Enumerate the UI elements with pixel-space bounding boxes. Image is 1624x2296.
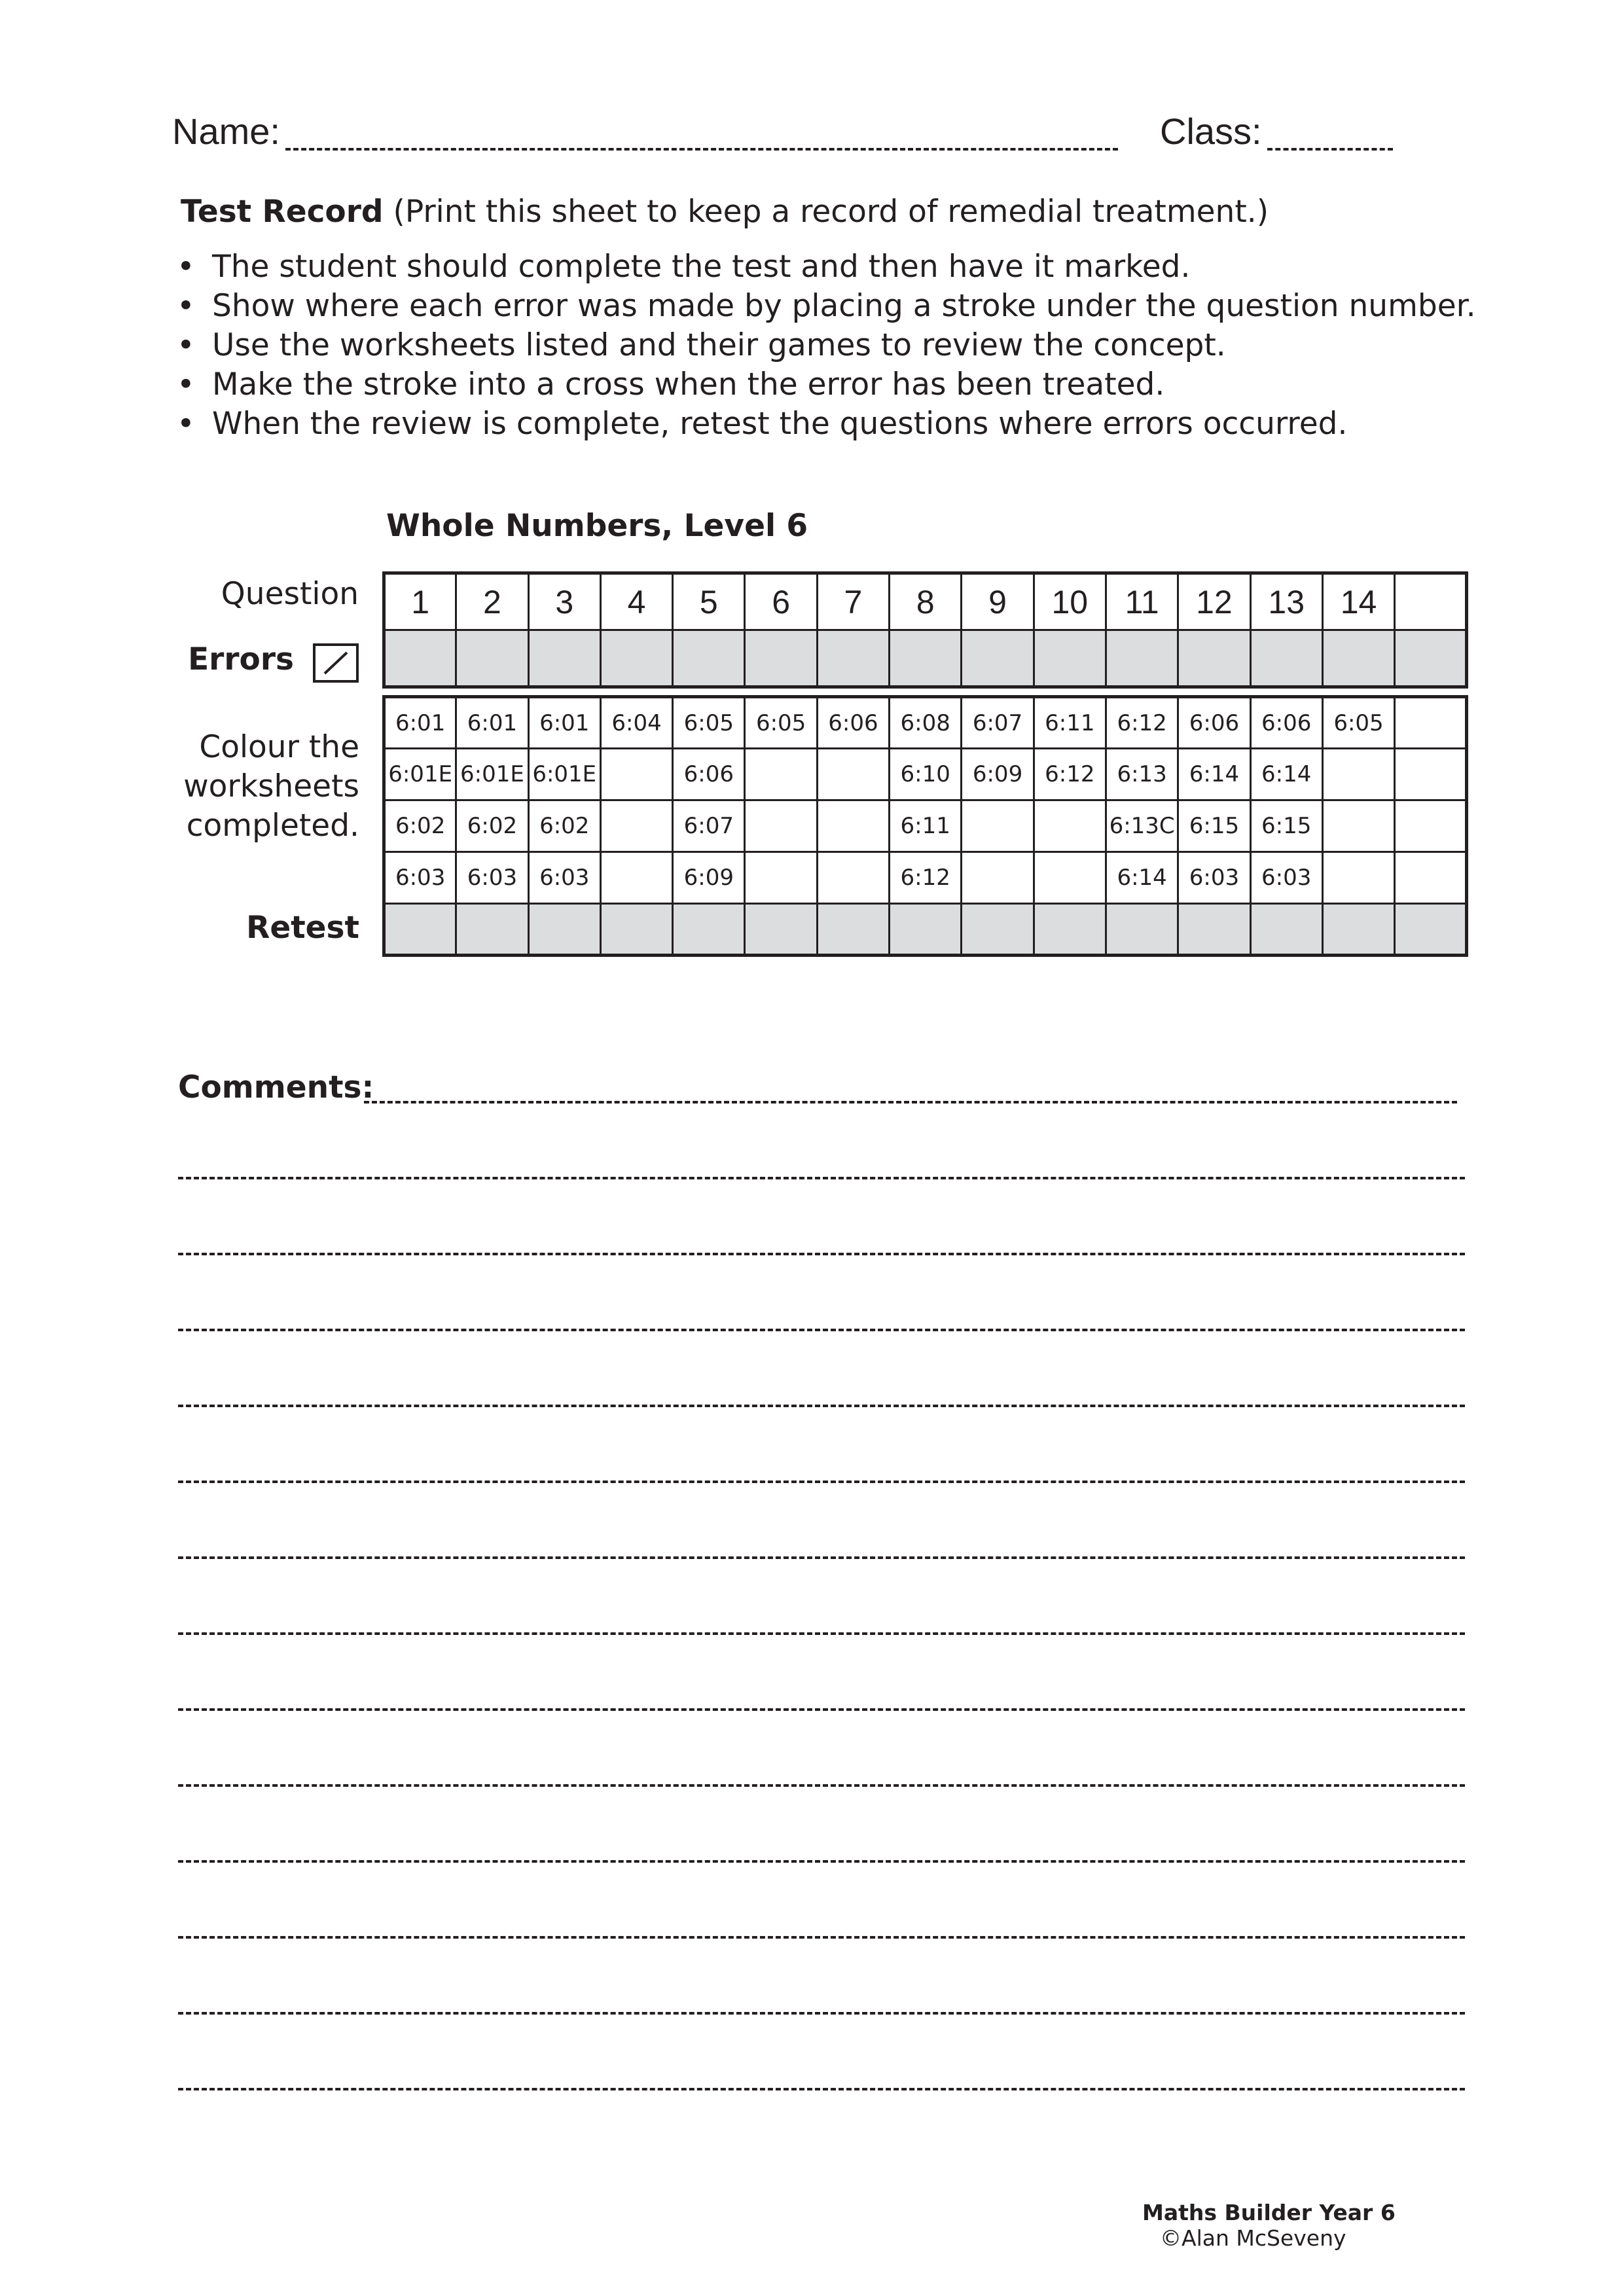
instruction-item: • The student should complete the test and then have it marked. [171, 247, 1476, 287]
worksheet-cell[interactable]: 6:02 [528, 800, 600, 852]
error-mark-cell[interactable] [384, 630, 456, 687]
worksheet-cell[interactable]: 6:02 [384, 800, 456, 852]
error-mark-cell[interactable] [528, 630, 600, 687]
worksheets-table [382, 695, 1468, 957]
worksheet-cell[interactable]: 6:01E [528, 749, 600, 800]
errors-row-label: Errors [188, 641, 294, 677]
class-field[interactable] [1267, 148, 1393, 151]
error-mark-cell[interactable] [1178, 630, 1250, 687]
question-number-cell: 7 [817, 573, 889, 630]
worksheet-cell[interactable] [1395, 800, 1467, 852]
worksheet-cell[interactable]: 6:09 [673, 852, 745, 904]
error-mark-cell[interactable] [962, 630, 1034, 687]
worksheet-cell[interactable]: 6:03 [528, 852, 600, 904]
worksheet-cell[interactable]: 6:09 [962, 749, 1034, 800]
retest-cell[interactable] [1178, 904, 1250, 956]
worksheet-cell[interactable]: 6:05 [673, 697, 745, 749]
question-number-cell: 6 [745, 573, 817, 630]
retest-cell[interactable] [1322, 904, 1394, 956]
comment-line[interactable] [178, 1329, 1465, 1331]
worksheet-cell[interactable]: 6:08 [890, 697, 962, 749]
worksheet-cell[interactable]: 6:12 [1106, 697, 1178, 749]
comments-label: Comments: [178, 1069, 374, 1105]
test-record-note: (Print this sheet to keep a record of remedial treatment.) [393, 194, 1269, 230]
worksheet-cell[interactable]: 6:06 [817, 697, 889, 749]
footer-title: Maths Builder Year 6 [1142, 2200, 1396, 2225]
question-number-cell: 9 [962, 573, 1034, 630]
worksheet-cell[interactable]: 6:13 [1106, 749, 1178, 800]
worksheet-cell[interactable]: 6:12 [890, 852, 962, 904]
comment-line[interactable] [178, 1405, 1465, 1407]
error-mark-cell[interactable] [1395, 630, 1467, 687]
retest-row-label: Retest [246, 910, 359, 946]
retest-cell[interactable] [817, 904, 889, 956]
worksheet-cell[interactable]: 6:05 [745, 697, 817, 749]
class-label: Class: [1160, 111, 1262, 152]
worksheet-cell[interactable] [745, 852, 817, 904]
worksheet-cell[interactable]: 6:06 [1178, 697, 1250, 749]
worksheet-cell[interactable] [1034, 852, 1106, 904]
comment-line[interactable] [178, 1708, 1465, 1711]
name-field[interactable] [285, 148, 1118, 151]
question-number-cell: 14 [1322, 573, 1394, 630]
question-number-cell: 3 [528, 573, 600, 630]
worksheet-cell[interactable]: 6:05 [1322, 697, 1394, 749]
comment-line[interactable] [178, 1556, 1465, 1559]
retest-cell[interactable] [456, 904, 528, 956]
worksheet-cell[interactable] [600, 852, 672, 904]
retest-cell[interactable] [1250, 904, 1322, 956]
worksheet-cell[interactable]: 6:10 [890, 749, 962, 800]
question-number-cell [1395, 573, 1467, 630]
worksheet-cell[interactable] [1322, 749, 1394, 800]
retest-cell[interactable] [673, 904, 745, 956]
worksheet-cell[interactable]: 6:02 [456, 800, 528, 852]
comment-line[interactable] [178, 1480, 1465, 1483]
comment-line[interactable] [178, 1177, 1465, 1179]
worksheet-cell[interactable]: 6:07 [962, 697, 1034, 749]
question-number-cell: 11 [1106, 573, 1178, 630]
retest-cell[interactable] [962, 904, 1034, 956]
error-mark-cell[interactable] [890, 630, 962, 687]
instruction-item: • When the review is complete, retest the questions where errors occurred. [171, 404, 1476, 444]
table-title: Whole Numbers, Level 6 [386, 508, 808, 544]
question-number-cell: 12 [1178, 573, 1250, 630]
worksheet-cell[interactable]: 6:12 [1034, 749, 1106, 800]
worksheets-row-label: Colour the worksheets completed. [183, 729, 359, 844]
footer-copyright: ©Alan McSeveny [1160, 2225, 1346, 2251]
worksheet-cell[interactable]: 6:01E [384, 749, 456, 800]
error-mark-cell[interactable] [1034, 630, 1106, 687]
worksheet-cell[interactable] [600, 749, 672, 800]
worksheet-cell[interactable]: 6:03 [456, 852, 528, 904]
retest-cell[interactable] [1106, 904, 1178, 956]
worksheet-row [384, 800, 1467, 852]
error-mark-cell[interactable] [1250, 630, 1322, 687]
worksheet-cell[interactable] [600, 800, 672, 852]
retest-cell[interactable] [528, 904, 600, 956]
instruction-item: • Use the worksheets listed and their games to review the concept. [171, 326, 1476, 365]
worksheet-cell[interactable]: 6:01 [528, 697, 600, 749]
errors-row [384, 630, 1467, 687]
error-mark-cell[interactable] [673, 630, 745, 687]
worksheet-cell[interactable] [1322, 800, 1394, 852]
worksheet-cell[interactable]: 6:06 [673, 749, 745, 800]
worksheet-cell[interactable]: 6:01E [456, 749, 528, 800]
question-number-cell: 13 [1250, 573, 1322, 630]
worksheet-cell[interactable] [817, 749, 889, 800]
worksheet-cell[interactable] [1322, 852, 1394, 904]
worksheet-cell[interactable]: 6:03 [384, 852, 456, 904]
retest-cell[interactable] [1395, 904, 1467, 956]
worksheet-row [384, 749, 1467, 800]
comment-line[interactable] [178, 1860, 1465, 1863]
worksheet-cell[interactable]: 6:13C [1106, 800, 1178, 852]
error-mark-cell[interactable] [745, 630, 817, 687]
test-record-title: Test Record [181, 194, 384, 230]
worksheet-cell[interactable]: 6:14 [1250, 749, 1322, 800]
question-number-cell: 8 [890, 573, 962, 630]
error-mark-cell[interactable] [1322, 630, 1394, 687]
error-mark-cell[interactable] [1106, 630, 1178, 687]
instruction-item: • Show where each error was made by placing a stroke under the question number. [171, 287, 1476, 326]
worksheet-cell[interactable]: 6:14 [1106, 852, 1178, 904]
worksheet-row [384, 852, 1467, 904]
comment-line[interactable] [178, 2088, 1465, 2090]
worksheet-cell[interactable]: 6:06 [1250, 697, 1322, 749]
worksheet-cell[interactable] [1034, 800, 1106, 852]
comment-line[interactable] [178, 2012, 1465, 2015]
name-label: Name: [172, 111, 280, 152]
comment-line[interactable] [178, 1936, 1465, 1939]
worksheet-cell[interactable]: 6:11 [1034, 697, 1106, 749]
error-mark-cell[interactable] [600, 630, 672, 687]
retest-cell[interactable] [1034, 904, 1106, 956]
worksheet-cell[interactable]: 6:01 [456, 697, 528, 749]
comment-line[interactable] [364, 1101, 1457, 1103]
comment-line[interactable] [178, 1632, 1465, 1635]
question-row [384, 573, 1467, 630]
question-number-cell: 10 [1034, 573, 1106, 630]
worksheet-cell[interactable] [1395, 749, 1467, 800]
worksheet-cell[interactable]: 6:04 [600, 697, 672, 749]
worksheet-cell[interactable] [1395, 697, 1467, 749]
question-number-cell: 5 [673, 573, 745, 630]
worksheet-cell[interactable]: 6:03 [1178, 852, 1250, 904]
instruction-item: • Make the stroke into a cross when the error has been treated. [171, 365, 1476, 404]
worksheet-cell[interactable] [817, 852, 889, 904]
worksheet-cell[interactable] [962, 800, 1034, 852]
worksheet-cell[interactable]: 6:03 [1250, 852, 1322, 904]
worksheet-cell[interactable]: 6:07 [673, 800, 745, 852]
error-mark-cell[interactable] [456, 630, 528, 687]
question-number-cell: 4 [600, 573, 672, 630]
worksheet-cell[interactable] [745, 749, 817, 800]
worksheet-cell[interactable]: 6:15 [1178, 800, 1250, 852]
worksheet-cell[interactable]: 6:15 [1250, 800, 1322, 852]
worksheet-row [384, 697, 1467, 749]
retest-cell[interactable] [890, 904, 962, 956]
question-row-label: Question [221, 576, 359, 612]
worksheet-cell[interactable] [745, 800, 817, 852]
question-number-cell: 2 [456, 573, 528, 630]
comment-line[interactable] [178, 1253, 1465, 1255]
worksheet-cell[interactable]: 6:01 [384, 697, 456, 749]
worksheet-cell[interactable]: 6:11 [890, 800, 962, 852]
worksheet-cell[interactable] [1395, 852, 1467, 904]
retest-cell[interactable] [600, 904, 672, 956]
question-number-cell: 1 [384, 573, 456, 630]
worksheet-cell[interactable]: 6:14 [1178, 749, 1250, 800]
stroke-key-icon [313, 643, 359, 683]
retest-row [384, 904, 1467, 956]
comment-line[interactable] [178, 1784, 1465, 1787]
retest-cell[interactable] [745, 904, 817, 956]
error-mark-cell[interactable] [817, 630, 889, 687]
question-errors-table [382, 571, 1468, 689]
worksheet-cell[interactable] [817, 800, 889, 852]
instruction-list [171, 247, 1476, 444]
worksheet-cell[interactable] [962, 852, 1034, 904]
retest-cell[interactable] [384, 904, 456, 956]
test-record-heading [181, 194, 1269, 230]
